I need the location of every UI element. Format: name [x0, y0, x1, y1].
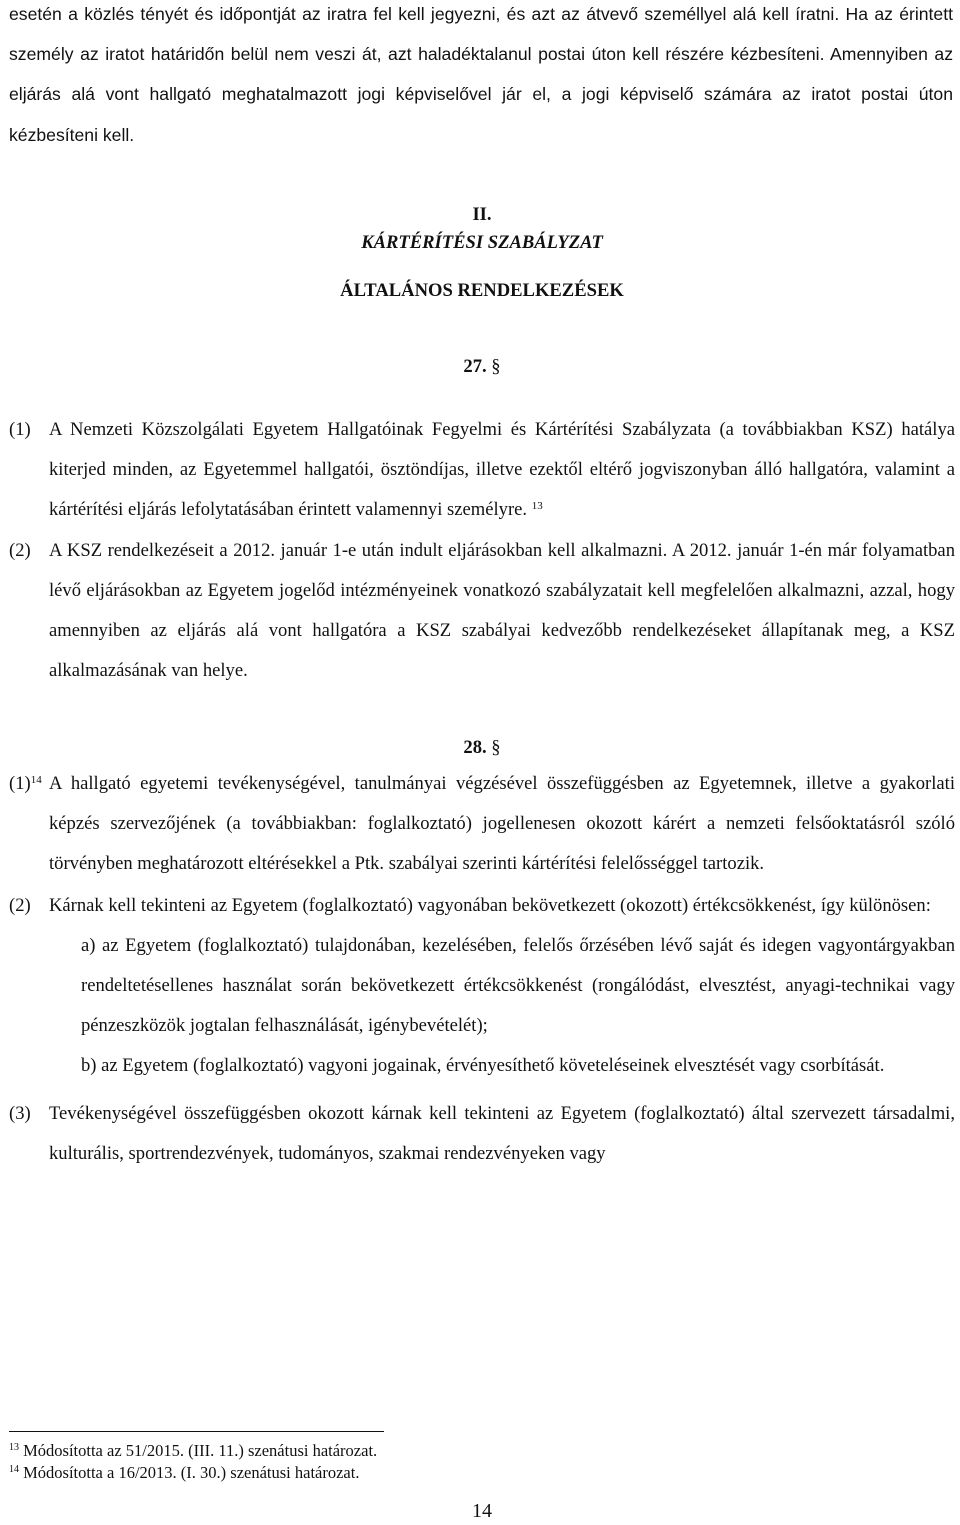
- art28-paragraph-1: [9, 764, 955, 884]
- footnote-number: 14: [9, 1464, 19, 1475]
- paragraph-text: Kárnak kell tekinteni az Egyetem (foglalkoztató) vagyonában bekövetkezett (okozott) értékcsökkenést, így különösen:: [49, 894, 931, 916]
- paragraph-number: (1): [9, 418, 31, 440]
- article-27-label: 27.: [463, 355, 492, 377]
- paragraph-number: (2): [9, 539, 31, 561]
- section-sign-icon: §: [491, 355, 501, 377]
- page-number: 14: [472, 1500, 492, 1522]
- article-28-label: 28.: [463, 736, 492, 758]
- part-number: II.: [472, 203, 492, 225]
- footnote-13: [9, 1440, 377, 1462]
- document-page: [9, 0, 955, 1522]
- list-item-a: a) az Egyetem (foglalkoztató) tulajdonában, kezelésében, felelős őrzésében lévő saját és idegen vagyontárgyakban rendeltetésellenes használat során bekövetkezett értékcsökkenést (rongálódást, elvesztést, anyagi-technikai vagy pénzeszközök jogtalan felhasználását, igénybevételét);: [81, 934, 955, 1036]
- paragraph-text: Tevékenységével összefüggésben okozott kárnak kell tekinteni az Egyetem (foglalkoztató) által szervezett társadalmi, kulturális, sportrendezvények, tudományos, szakmai rendezvényeken vagy: [49, 1102, 955, 1164]
- art28-paragraph-2: [9, 886, 955, 926]
- list-item-b: b) az Egyetem (foglalkoztató) vagyoni jogainak, érvényesíthető követeléseinek elvesztését vagy csorbítását.: [81, 1054, 885, 1076]
- paragraph-text: A Nemzeti Közszolgálati Egyetem Hallgatóinak Fegyelmi és Kártérítési Szabályzata (a továbbiakban KSZ) hatálya kiterjed minden, az Egyetemmel hallgatói, ösztöndíjas, illetve ezektől eltérő jogviszonyban álló hallgatóra, valamint a kártérítési eljárás lefolytatásában érintett valamennyi személyre.: [49, 418, 955, 520]
- art28-paragraph-3: [9, 1094, 955, 1174]
- section-sign-icon: §: [491, 736, 501, 758]
- paragraph-number: (3): [9, 1102, 31, 1124]
- paragraph-number: (2): [9, 894, 31, 916]
- footnote-text: Módosította a 16/2013. (I. 30.) szenátusi határozat.: [19, 1463, 360, 1482]
- footnote-number: 13: [9, 1442, 19, 1453]
- footnote-divider: [9, 1431, 384, 1432]
- article-28-heading: [9, 733, 955, 763]
- footnote-ref-13[interactable]: 13: [531, 499, 543, 512]
- footnotes: [9, 1440, 377, 1484]
- paragraph-text: A KSZ rendelkezéseit a 2012. január 1-e után indult eljárásokban kell alkalmazni. A 2012. január 1-én már folyamatban lévő eljárásokban az Egyetem jogelőd intézményeinek vonatkozó szabályzatait kell megfelelően alkalmazni, azzal, hogy amennyiben az eljárás alá vont hallgatóra a KSZ szabályai kedvezőbb rendelkezéseket állapítanak meg, a KSZ alkalmazásának van helye.: [49, 539, 955, 681]
- art27-paragraph-2: [9, 531, 955, 691]
- footnote-14: [9, 1462, 377, 1484]
- footnote-text: Módosította az 51/2015. (III. 11.) szenátusi határozat.: [19, 1441, 378, 1460]
- intro-paragraph: esetén a közlés tényét és időpontját az iratra fel kell jegyezni, és azt az átvevő személlyel alá kell íratni. Ha az érintett személy az iratot határidőn belül nem veszi át, azt haladéktalanul postai úton kell részére kézbesíteni. Amennyiben az eljárás alá vont hallgató meghatalmazott jogi képviselővel jár el, a jogi képviselő számára az iratot postai úton kézbesíteni kell.: [9, 4, 953, 145]
- part-title: KÁRTÉRÍTÉSI SZABÁLYZAT: [361, 231, 603, 253]
- section-heading: ÁLTALÁNOS RENDELKEZÉSEK: [340, 279, 624, 301]
- footnote-ref-14[interactable]: 14: [30, 773, 42, 786]
- paragraph-number: (1): [9, 772, 31, 794]
- paragraph-text: A hallgató egyetemi tevékenységével, tanulmányai végzésével összefüggésben az Egyetemnek, illetve a gyakorlati képzés szervezőjének (a továbbiakban: foglalkoztató) jogellenesen okozott kárért a nemzeti felsőoktatásról szóló törvényben meghatározott eltérésekkel a Ptk. szabályai szerinti kártérítési felelősséggel tartozik.: [49, 772, 955, 874]
- art27-paragraph-1: [9, 410, 955, 530]
- article-27-heading: [9, 352, 955, 382]
